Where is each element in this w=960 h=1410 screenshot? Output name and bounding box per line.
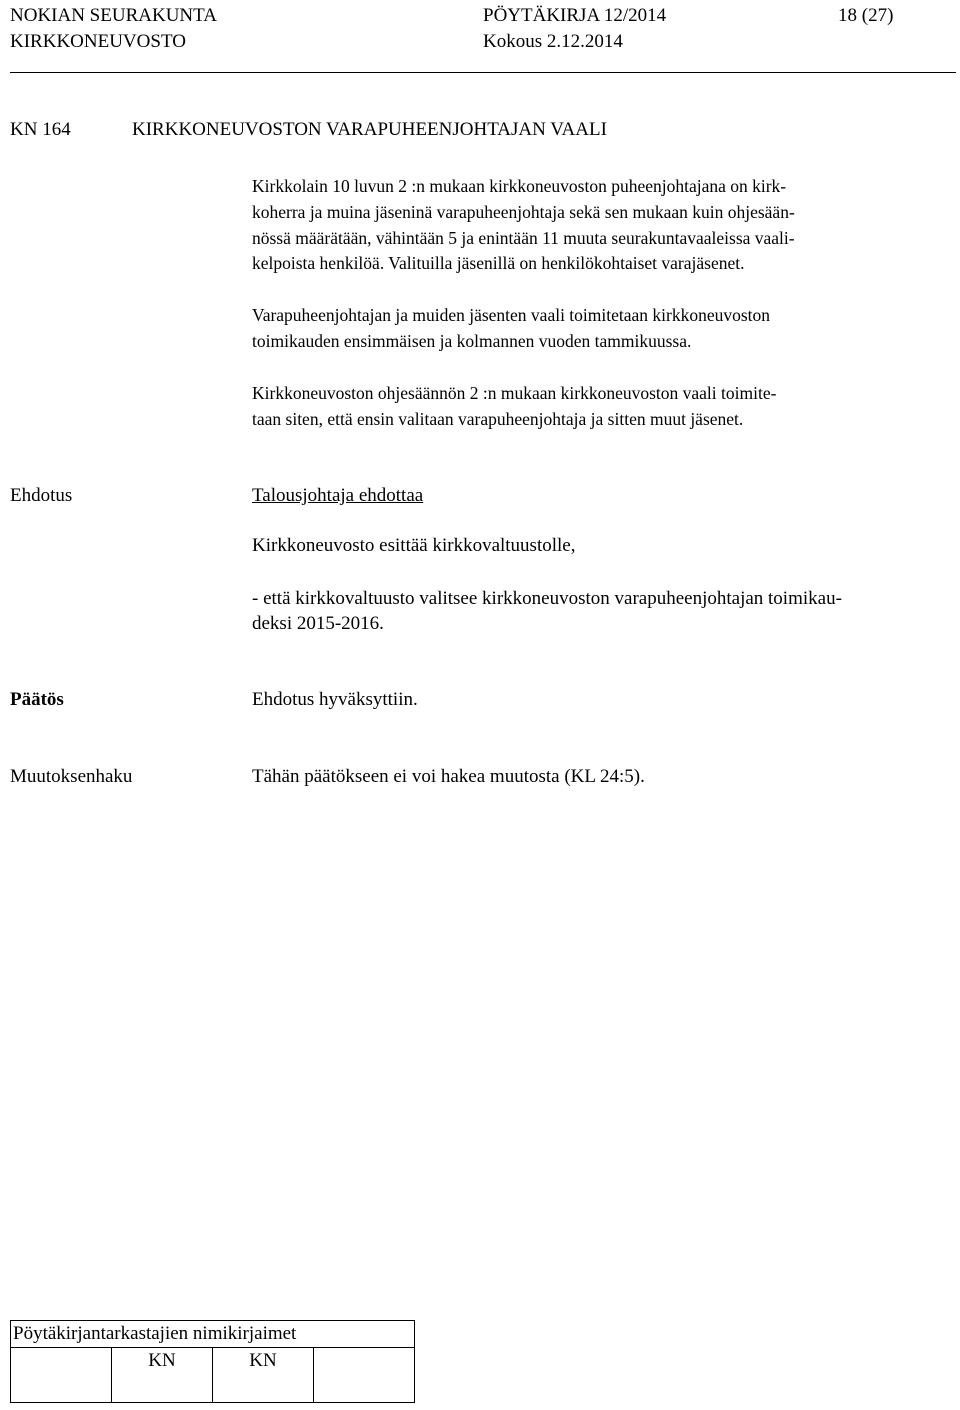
paragraph-3 [252, 381, 952, 433]
initials-cell [11, 1348, 112, 1403]
paragraph-line: taan siten, että ensin valitaan varapuheenjohtaja ja sitten muut jäsenet. [252, 408, 744, 429]
header-doc-title: PÖYTÄKIRJA 12/2014 [483, 5, 667, 26]
header-divider [10, 72, 956, 73]
paragraph-line: Varapuheenjohtajan ja muiden jäsenten vaali toimitetaan kirkkoneuvoston [252, 305, 771, 325]
section-number: KN 164 [10, 119, 71, 140]
decision-text: Ehdotus hyväksyttiin. [252, 689, 418, 710]
proposal-intro: Kirkkoneuvosto esittää kirkkovaltuustolle, [252, 535, 576, 556]
header-meeting: Kokous 2.12.2014 [483, 31, 623, 52]
header-org: NOKIAN SEURAKUNTA [10, 5, 217, 26]
paragraph-line: Kirkkoneuvoston ohjesäännön 2 :n mukaan kirkkoneuvoston vaali toimite- [252, 383, 777, 403]
initials-cell: KN [112, 1348, 213, 1403]
paragraph-2 [252, 303, 952, 355]
header-page-number: 18 (27) [838, 5, 894, 26]
proposal-item-line: - että kirkkovaltuusto valitsee kirkkoneuvoston varapuheenjohtajan toimikau- [252, 588, 842, 609]
initials-cell: KN [213, 1348, 314, 1403]
paragraph-line: kelpoista henkilöä. Valituilla jäsenillä on henkilökohtaiset varajäsenet. [252, 253, 745, 274]
paragraph-line: toimikauden ensimmäisen ja kolmannen vuoden tammikuussa. [252, 330, 692, 351]
proposal-item [252, 586, 842, 636]
initials-cell [314, 1348, 415, 1403]
proposal-proposer: Talousjohtaja ehdottaa [252, 485, 424, 506]
appeal-label: Muutoksenhaku [10, 766, 133, 787]
decision-label: Päätös [10, 689, 64, 710]
header-body: KIRKKONEUVOSTO [10, 31, 186, 52]
paragraph-1 [252, 174, 952, 277]
appeal-text: Tähän päätökseen ei voi hakea muutosta (KL 24:5). [252, 766, 645, 787]
paragraph-line: nössä määrätään, vähintään 5 ja enintään 11 muuta seurakuntavaaleissa vaali- [252, 227, 795, 248]
paragraph-line: Kirkkolain 10 luvun 2 :n mukaan kirkkoneuvoston puheenjohtajana on kirk- [252, 176, 787, 196]
signature-box-title: Pöytäkirjantarkastajien nimikirjaimet [11, 1321, 415, 1348]
proposal-label: Ehdotus [10, 485, 73, 506]
proposal-item-line: deksi 2015-2016. [252, 613, 384, 634]
section-title: KIRKKONEUVOSTON VARAPUHEENJOHTAJAN VAALI [132, 119, 607, 140]
signature-box [10, 1320, 415, 1403]
paragraph-line: koherra ja muina jäseninä varapuheenjohtaja sekä sen mukaan kuin ohjesään- [252, 201, 795, 222]
